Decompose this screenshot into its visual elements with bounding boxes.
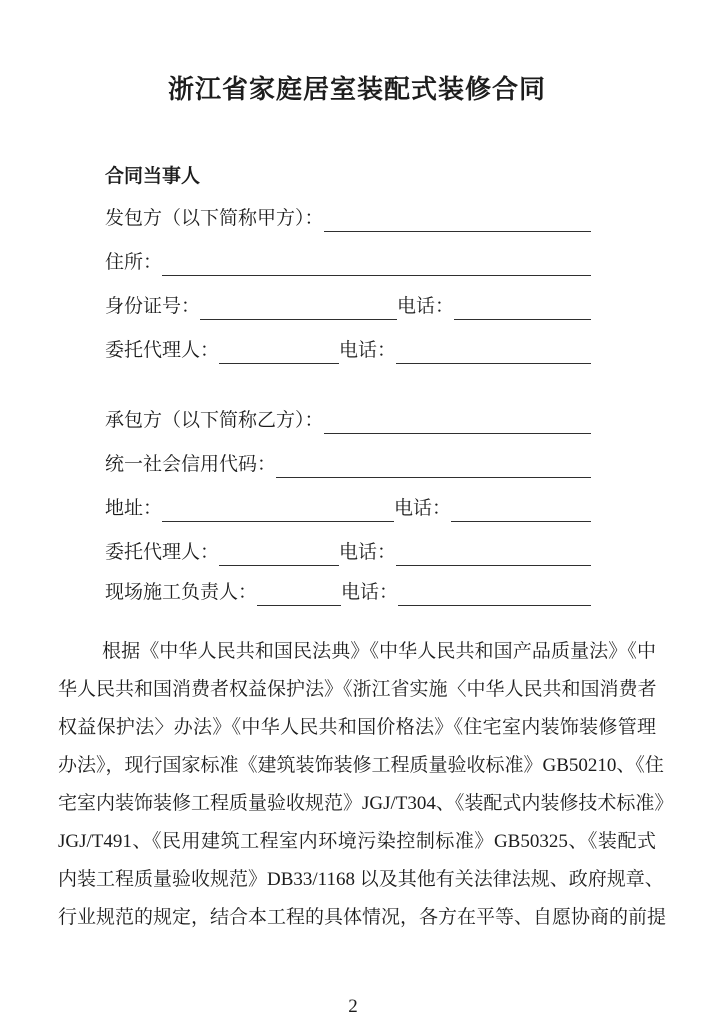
party-b-name-blank-field (324, 408, 591, 434)
party-b-agent-label: 委托代理人： (105, 542, 220, 563)
party-b-credit-code-label: 统一社会信用代码： (105, 454, 277, 475)
preamble-line: 宅室内装饰装修工程质量验收规范》JGJ/T304、《装配式内装修技术标准》 (58, 793, 674, 814)
party-a-id-phone-label: 电话： (397, 296, 455, 317)
party-a-agent-label: 委托代理人： (105, 340, 220, 361)
party-a-name-blank-field (324, 206, 591, 232)
party-b-address-phone-blank-field (451, 496, 591, 522)
form-row-party-b-address-phone (105, 496, 591, 522)
party-b-address-blank-field (162, 496, 394, 522)
page-number: 2 (348, 996, 358, 1017)
party-b-site-manager-phone-label: 电话： (341, 582, 399, 603)
form-row-party-b-name (105, 408, 591, 434)
preamble-paragraph (58, 633, 674, 937)
party-b-agent-phone-label: 电话： (339, 542, 397, 563)
form-row-party-b-site-manager (105, 580, 591, 606)
party-a-address-label: 住所： (105, 252, 163, 273)
party-a-id-phone-blank-field (454, 294, 591, 320)
party-a-agent-phone-blank-field (396, 338, 591, 364)
party-b-site-manager-label: 现场施工负责人： (105, 582, 258, 603)
party-a-name-label: 发包方（以下简称甲方）： (105, 208, 324, 229)
form-row-party-a-id-phone (105, 294, 591, 320)
contract-title: 浙江省家庭居室装配式装修合同 (167, 74, 546, 104)
party-b-name-label: 承包方（以下简称乙方）： (105, 410, 324, 431)
party-b-address-phone-label: 电话： (394, 498, 452, 519)
preamble-line: 根据《中华人民共和国民法典》《中华人民共和国产品质量法》《中 (102, 641, 656, 662)
preamble-line: 内装工程质量验收规范》DB33/1168 以及其他有关法律法规、政府规章、 (58, 869, 664, 890)
preamble-line: 办法》，现行国家标准《建筑装饰装修工程质量验收标准》GB50210、《住 (58, 755, 664, 776)
preamble-line: JGJ/T491、《民用建筑工程室内环境污染控制标准》GB50325、《装配式 (58, 831, 656, 852)
party-b-address-label: 地址： (105, 498, 163, 519)
party-a-agent-blank-field (219, 338, 339, 364)
preamble-line: 行业规范的规定，结合本工程的具体情况，各方在平等、自愿协商的前提 (58, 907, 667, 928)
preamble-line: 权益保护法〉办法》《中华人民共和国价格法》《住宅室内装饰装修管理 (58, 717, 656, 738)
party-a-address-blank-field (162, 250, 591, 276)
party-b-site-manager-blank-field (257, 580, 341, 606)
form-row-party-b-agent (105, 540, 591, 566)
party-b-agent-blank-field (219, 540, 339, 566)
form-row-party-a-agent (105, 338, 591, 364)
preamble-line: 华人民共和国消费者权益保护法》《浙江省实施〈中华人民共和国消费者 (58, 679, 657, 700)
party-a-id-number-label: 身份证号： (105, 296, 201, 317)
party-a-agent-phone-label: 电话： (339, 340, 397, 361)
form-row-party-a-address (105, 250, 591, 276)
party-b-credit-code-blank-field (276, 452, 591, 478)
party-b-agent-phone-blank-field (396, 540, 591, 566)
section-heading-parties: 合同当事人 (105, 166, 201, 187)
party-a-id-number-blank-field (200, 294, 397, 320)
party-b-site-manager-phone-blank-field (398, 580, 591, 606)
form-row-party-a-name (105, 206, 591, 232)
form-row-party-b-credit-code (105, 452, 591, 478)
